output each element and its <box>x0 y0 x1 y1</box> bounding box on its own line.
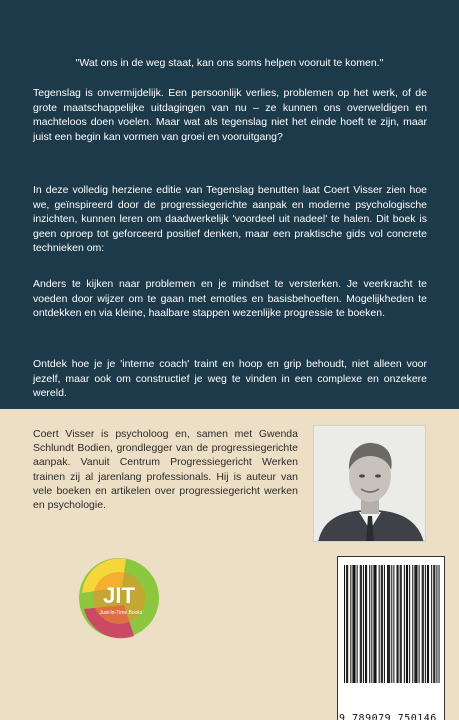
barcode-bar <box>398 565 399 683</box>
description-paragraph-1: Tegenslag is onvermijdelijk. Een persoonlijk verlies, problemen op het werk, of de grote maatschappelijke uitdagingen van nu – ze kunnen ons overweldigen en machteloos doen voelen. Maar wat als tegenslag niet het einde hoeft te zijn, maar juist een begin kan vormen van groei en vooruitgang? <box>33 87 427 143</box>
isbn-barcode <box>337 556 447 720</box>
barcode-bar <box>371 565 372 683</box>
barcode-bar <box>439 565 440 683</box>
barcode-bar <box>374 565 375 683</box>
barcode-bar <box>433 565 434 683</box>
publisher-logo <box>74 553 164 643</box>
cover-quote: "Wat ons in de weg staat, kan ons soms helpen vooruit te komen." <box>75 57 384 69</box>
back-cover-bottom-panel: Coert Visser is psycholoog en, samen met Gwenda Schlundt Bodien, grondlegger van de progressiegerichte aanpak. Vanuit Centrum Progressiegericht Werken trainen zij al jarenlang professionals. Hij is auteur van vele boeken en artikelen over progressiegericht werken en psychologie. JIT Just-In-Time Books 9 789079 750146 <box>0 409 459 720</box>
barcode-bar <box>393 565 394 683</box>
barcode-bar <box>414 565 415 683</box>
barcode-bar <box>366 565 367 683</box>
barcode-bar <box>404 565 405 683</box>
barcode-bar <box>391 565 392 683</box>
logo-tagline: Just-In-Time Books <box>99 610 143 616</box>
barcode-bar <box>412 565 413 683</box>
barcode-bar <box>379 565 380 683</box>
author-photo <box>313 425 426 542</box>
description-paragraph-4: Ontdek hoe je je 'interne coach' traint en hoop en grip behoudt, niet alleen voor jezelf, maar ook om constructief je weg te vinden in een complexe en onzekere wereld. <box>33 358 427 399</box>
barcode-bar <box>419 565 420 683</box>
author-bio: Coert Visser is psycholoog en, samen met Gwenda Schlundt Bodien, grondlegger van de progressiegerichte aanpak. Vanuit Centrum Progressiegericht Werken trainen zij al jarenlang professionals. Hij is auteur van vele boeken en artikelen over progressiegericht werken en psychologie. <box>33 428 298 512</box>
barcode-bar <box>357 565 358 683</box>
barcode-bar <box>346 565 347 683</box>
barcode-bar <box>423 565 424 683</box>
barcode-bar <box>436 565 437 683</box>
barcode-bar <box>381 565 382 683</box>
barcode-bar <box>384 565 385 683</box>
barcode-bar <box>347 565 348 683</box>
barcode-bar <box>415 565 416 683</box>
barcode-bar <box>373 565 374 683</box>
barcode-bar <box>388 565 389 683</box>
author-portrait-icon <box>314 426 426 542</box>
barcode-bar <box>352 565 353 683</box>
barcode-bar <box>387 565 388 683</box>
barcode-bar <box>389 565 390 683</box>
barcode-bars <box>338 557 444 687</box>
barcode-bar <box>344 565 345 683</box>
logo-letters: JIT <box>103 583 135 608</box>
barcode-bar <box>416 565 417 683</box>
barcode-bar <box>369 565 370 683</box>
barcode-bar <box>425 565 426 683</box>
barcode-bar <box>376 565 377 683</box>
barcode-bar <box>400 565 401 683</box>
barcode-bar <box>355 565 356 683</box>
barcode-bar <box>422 565 423 683</box>
barcode-bar <box>428 565 429 683</box>
barcode-bar <box>401 565 402 683</box>
barcode-bar <box>427 565 428 683</box>
barcode-bar <box>353 565 354 683</box>
description-paragraph-2: In deze volledig herziene editie van Tegenslag benutten laat Coert Visser zien hoe we, geïnspireerd door de progressiegerichte aanpak en moderne psychologische inzichten, kunnen leren om daadwerkelijk 'voordeel uit nadeel' te halen. Dit boek is geen oproep tot geforceerd positief denken, maar een praktische gids vol concrete technieken om: <box>33 184 427 254</box>
barcode-bar <box>361 565 362 683</box>
barcode-bar <box>431 565 432 683</box>
barcode-bar <box>397 565 398 683</box>
barcode-bar <box>407 565 408 683</box>
barcode-bar <box>363 565 364 683</box>
barcode-bar <box>409 565 410 683</box>
barcode-bar <box>406 565 407 683</box>
barcode-bar <box>434 565 435 683</box>
barcode-bar <box>350 565 351 683</box>
barcode-bar <box>382 565 383 683</box>
barcode-bar <box>365 565 366 683</box>
jit-logo-icon <box>74 553 164 643</box>
description-paragraph-3: Anders te kijken naar problemen en je mindset te versterken. Je veerkracht te voeden door wijzer om te gaan met emoties en basisbehoeften. Mogelijkheden te ontdekken en via kleine, haalbare stappen wezenlijke progressie te boeken. <box>33 278 427 319</box>
barcode-bar <box>360 565 361 683</box>
